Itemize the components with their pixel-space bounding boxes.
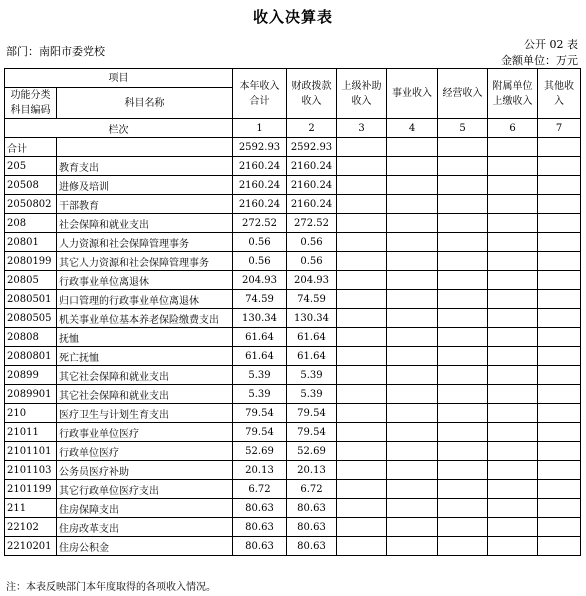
row-fiscal: 130.34 bbox=[287, 309, 337, 328]
row-code: 2101103 bbox=[5, 461, 57, 480]
header-affiliated-income: 附属单位 上缴收入 bbox=[488, 69, 538, 119]
row-name: 医疗卫生与计划生育支出 bbox=[57, 404, 233, 423]
row-name: 住房保障支出 bbox=[57, 499, 233, 518]
row-code: 20508 bbox=[5, 176, 57, 195]
seq-cell: 6 bbox=[488, 119, 538, 138]
row-total: 80.63 bbox=[233, 518, 287, 537]
row-code: 2101199 bbox=[5, 480, 57, 499]
row-code: 2210201 bbox=[5, 537, 57, 556]
row-total: 79.54 bbox=[233, 404, 287, 423]
row-total: 61.64 bbox=[233, 328, 287, 347]
row-fiscal: 61.64 bbox=[287, 347, 337, 366]
row-name: 社会保障和就业支出 bbox=[57, 214, 233, 233]
table-row bbox=[5, 366, 581, 385]
table-row bbox=[5, 442, 581, 461]
row-fiscal: 0.56 bbox=[287, 233, 337, 252]
header-column-seq: 栏次 bbox=[5, 119, 233, 138]
row-code: 2080505 bbox=[5, 309, 57, 328]
header-func-code: 功能分类 科目编码 bbox=[5, 88, 57, 119]
row-fiscal: 5.39 bbox=[287, 385, 337, 404]
table-row bbox=[5, 537, 581, 556]
row-fiscal: 6.72 bbox=[287, 480, 337, 499]
row-name: 住房公积金 bbox=[57, 537, 233, 556]
table-row bbox=[5, 385, 581, 404]
row-fiscal: 80.63 bbox=[287, 518, 337, 537]
row-code: 2080199 bbox=[5, 252, 57, 271]
row-fiscal: 2592.93 bbox=[287, 138, 337, 157]
table-row bbox=[5, 461, 581, 480]
row-code: 20805 bbox=[5, 271, 57, 290]
row-fiscal: 204.93 bbox=[287, 271, 337, 290]
row-name: 教育支出 bbox=[57, 157, 233, 176]
row-name: 公务员医疗补助 bbox=[57, 461, 233, 480]
row-name: 人力资源和社会保障管理事务 bbox=[57, 233, 233, 252]
row-code: 21011 bbox=[5, 423, 57, 442]
row-code: 2080501 bbox=[5, 290, 57, 309]
header-other-income: 其他收 入 bbox=[538, 69, 581, 119]
table-row bbox=[5, 328, 581, 347]
table-row bbox=[5, 518, 581, 537]
table-row bbox=[5, 347, 581, 366]
department-label: 部门：南阳市委党校 bbox=[6, 45, 105, 58]
row-total: 2160.24 bbox=[233, 157, 287, 176]
row-code: 210 bbox=[5, 404, 57, 423]
row-total: 80.63 bbox=[233, 537, 287, 556]
header-item: 项目 bbox=[5, 69, 233, 88]
column-sequence-row bbox=[5, 119, 581, 138]
row-fiscal: 80.63 bbox=[287, 537, 337, 556]
table-row bbox=[5, 157, 581, 176]
row-code: 20808 bbox=[5, 328, 57, 347]
seq-cell: 4 bbox=[387, 119, 438, 138]
row-fiscal: 20.13 bbox=[287, 461, 337, 480]
footnote: 注：本表反映部门本年度取得的各项收入情况。 bbox=[6, 582, 216, 593]
form-code: 公开 02 表 bbox=[524, 38, 578, 51]
table-row bbox=[5, 138, 581, 157]
row-total: 2160.24 bbox=[233, 176, 287, 195]
header-service-income: 事业收入 bbox=[387, 69, 438, 119]
table-row bbox=[5, 309, 581, 328]
table-row bbox=[5, 499, 581, 518]
income-table bbox=[4, 68, 581, 556]
row-fiscal: 52.69 bbox=[287, 442, 337, 461]
table-row bbox=[5, 252, 581, 271]
row-name: 行政事业单位医疗 bbox=[57, 423, 233, 442]
row-fiscal: 272.52 bbox=[287, 214, 337, 233]
table-row bbox=[5, 423, 581, 442]
header-upper-subsidy: 上级补助 收入 bbox=[337, 69, 387, 119]
row-total: 61.64 bbox=[233, 347, 287, 366]
header-fiscal-grant: 财政拨款 收入 bbox=[287, 69, 337, 119]
seq-cell: 1 bbox=[233, 119, 287, 138]
row-total: 20.13 bbox=[233, 461, 287, 480]
row-code: 2101101 bbox=[5, 442, 57, 461]
row-name: 死亡抚恤 bbox=[57, 347, 233, 366]
header-total-income: 本年收入 合计 bbox=[233, 69, 287, 119]
row-name: 行政事业单位离退休 bbox=[57, 271, 233, 290]
row-fiscal: 61.64 bbox=[287, 328, 337, 347]
row-code: 20801 bbox=[5, 233, 57, 252]
table-row bbox=[5, 233, 581, 252]
row-code: 2050802 bbox=[5, 195, 57, 214]
row-name: 其它社会保障和就业支出 bbox=[57, 385, 233, 404]
row-name bbox=[57, 138, 233, 157]
row-name: 其它行政单位医疗支出 bbox=[57, 480, 233, 499]
row-total: 272.52 bbox=[233, 214, 287, 233]
row-total: 6.72 bbox=[233, 480, 287, 499]
table-row bbox=[5, 290, 581, 309]
table-row bbox=[5, 195, 581, 214]
table-row bbox=[5, 480, 581, 499]
header-operating-income: 经营收入 bbox=[438, 69, 488, 119]
row-fiscal: 74.59 bbox=[287, 290, 337, 309]
row-total: 79.54 bbox=[233, 423, 287, 442]
row-code: 205 bbox=[5, 157, 57, 176]
seq-cell: 5 bbox=[438, 119, 488, 138]
row-name: 其它社会保障和就业支出 bbox=[57, 366, 233, 385]
unit-label: 金额单位：万元 bbox=[501, 54, 578, 67]
row-fiscal: 80.63 bbox=[287, 499, 337, 518]
row-name: 抚恤 bbox=[57, 328, 233, 347]
row-name: 其它人力资源和社会保障管理事务 bbox=[57, 252, 233, 271]
row-total: 0.56 bbox=[233, 252, 287, 271]
row-name: 归口管理的行政事业单位离退休 bbox=[57, 290, 233, 309]
seq-cell: 2 bbox=[287, 119, 337, 138]
row-name: 进修及培训 bbox=[57, 176, 233, 195]
report-title: 收入决算表 bbox=[252, 8, 333, 26]
table-row bbox=[5, 214, 581, 233]
row-name: 机关事业单位基本养老保险缴费支出 bbox=[57, 309, 233, 328]
row-fiscal: 0.56 bbox=[287, 252, 337, 271]
row-name: 住房改革支出 bbox=[57, 518, 233, 537]
seq-cell: 3 bbox=[337, 119, 387, 138]
row-total: 204.93 bbox=[233, 271, 287, 290]
row-fiscal: 5.39 bbox=[287, 366, 337, 385]
table-row bbox=[5, 404, 581, 423]
row-total: 80.63 bbox=[233, 499, 287, 518]
row-total: 74.59 bbox=[233, 290, 287, 309]
row-code: 2089901 bbox=[5, 385, 57, 404]
row-total: 2592.93 bbox=[233, 138, 287, 157]
row-name: 干部教育 bbox=[57, 195, 233, 214]
row-fiscal: 2160.24 bbox=[287, 157, 337, 176]
row-code: 208 bbox=[5, 214, 57, 233]
row-fiscal: 2160.24 bbox=[287, 176, 337, 195]
row-total: 52.69 bbox=[233, 442, 287, 461]
row-code: 20899 bbox=[5, 366, 57, 385]
row-code: 22102 bbox=[5, 518, 57, 537]
table-row bbox=[5, 176, 581, 195]
row-total: 0.56 bbox=[233, 233, 287, 252]
row-total: 5.39 bbox=[233, 385, 287, 404]
row-code: 合计 bbox=[5, 138, 57, 157]
row-code: 2080801 bbox=[5, 347, 57, 366]
row-total: 5.39 bbox=[233, 366, 287, 385]
row-total: 130.34 bbox=[233, 309, 287, 328]
table-body bbox=[5, 138, 581, 556]
row-code: 211 bbox=[5, 499, 57, 518]
header-subject-name: 科目名称 bbox=[57, 88, 233, 119]
row-name: 行政单位医疗 bbox=[57, 442, 233, 461]
row-fiscal: 79.54 bbox=[287, 404, 337, 423]
row-fiscal: 79.54 bbox=[287, 423, 337, 442]
seq-cell: 7 bbox=[538, 119, 581, 138]
table-row bbox=[5, 271, 581, 290]
row-total: 2160.24 bbox=[233, 195, 287, 214]
row-fiscal: 2160.24 bbox=[287, 195, 337, 214]
